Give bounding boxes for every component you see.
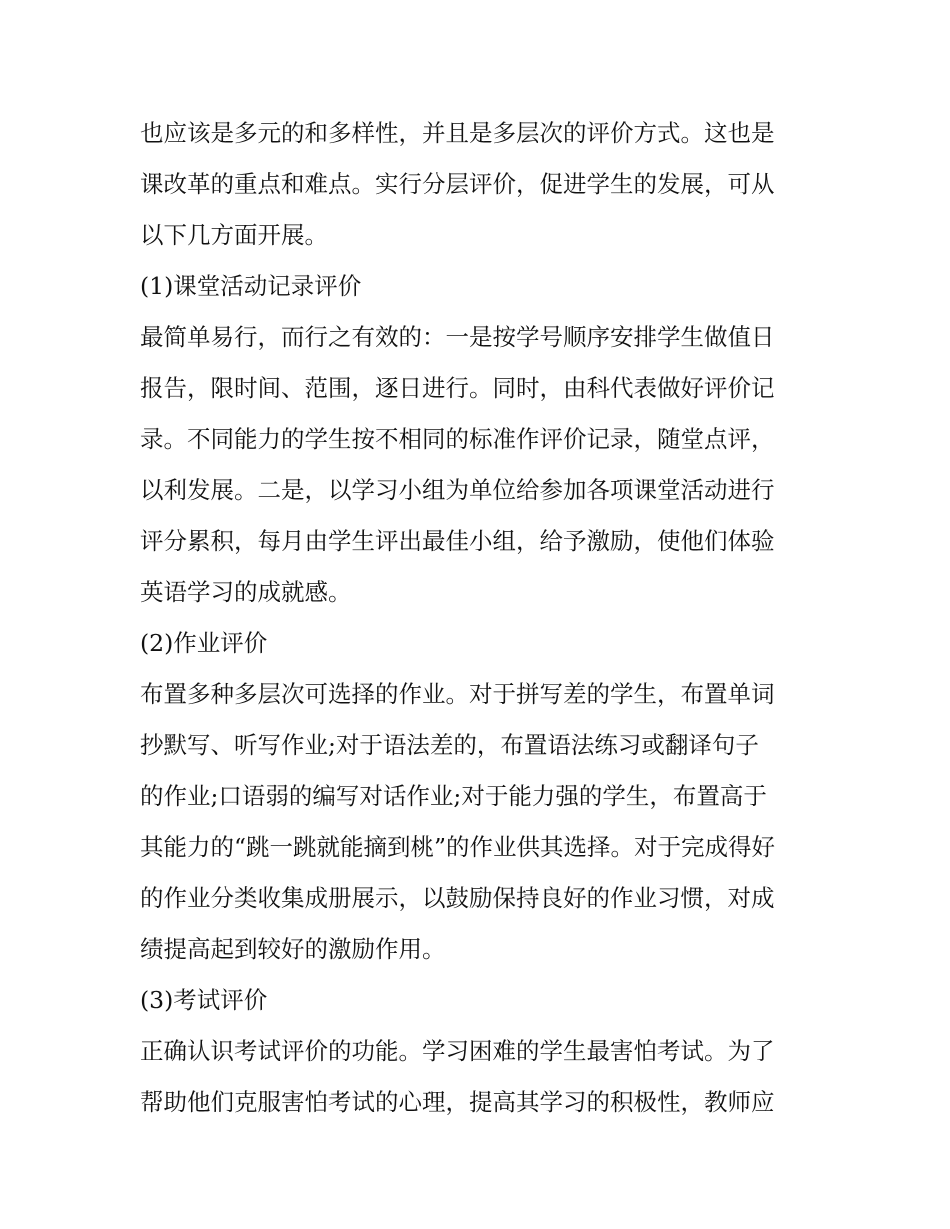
section-heading-1: (1)课堂活动记录评价: [140, 272, 362, 300]
text-line-6: 报告，限时间、范围，逐日进行。同时，由科代表做好评价记: [140, 374, 775, 402]
text-line-16: 的作业分类收集成册展示，以鼓励保持良好的作业习惯，对成: [140, 884, 775, 912]
text-line-7: 录。不同能力的学生按不相同的标准作评价记录，随堂点评，: [140, 425, 775, 453]
text-line-8: 以利发展。二是，以学习小组为单位给参加各项课堂活动进行: [140, 476, 775, 504]
text-line-20: 帮助他们克服害怕考试的心理，提高其学习的积极性，教师应: [140, 1088, 775, 1116]
text-line-12: 布置多种多层次可选择的作业。对于拼写差的学生，布置单词: [140, 680, 775, 708]
text-line-5: 最简单易行，而行之有效的：一是按学号顺序安排学生做值日: [140, 323, 775, 351]
text-line-10: 英语学习的成就感。: [140, 578, 352, 606]
section-heading-3: (3)考试评价: [140, 986, 268, 1014]
text-line-2: 课改革的重点和难点。实行分层评价，促进学生的发展，可从: [140, 170, 775, 198]
section-heading-2: (2)作业评价: [140, 629, 268, 657]
text-line-1: 也应该是多元的和多样性，并且是多层次的评价方式。这也是: [140, 119, 775, 147]
text-line-15: 其能力的“跳一跳就能摘到桃”的作业供其选择。对于完成得好: [140, 833, 776, 861]
document-page: [140, 108, 820, 1128]
text-line-13: 抄默写、听写作业;对于语法差的，布置语法练习或翻译句子: [140, 731, 759, 759]
text-line-19: 正确认识考试评价的功能。学习困难的学生最害怕考试。为了: [140, 1037, 775, 1065]
text-line-3: 以下几方面开展。: [140, 221, 328, 249]
text-line-17: 绩提高起到较好的激励作用。: [140, 935, 446, 963]
text-line-14: 的作业;口语弱的编写对话作业;对于能力强的学生，布置高于: [140, 782, 767, 810]
text-line-9: 评分累积，每月由学生评出最佳小组，给予激励，使他们体验: [140, 527, 775, 555]
